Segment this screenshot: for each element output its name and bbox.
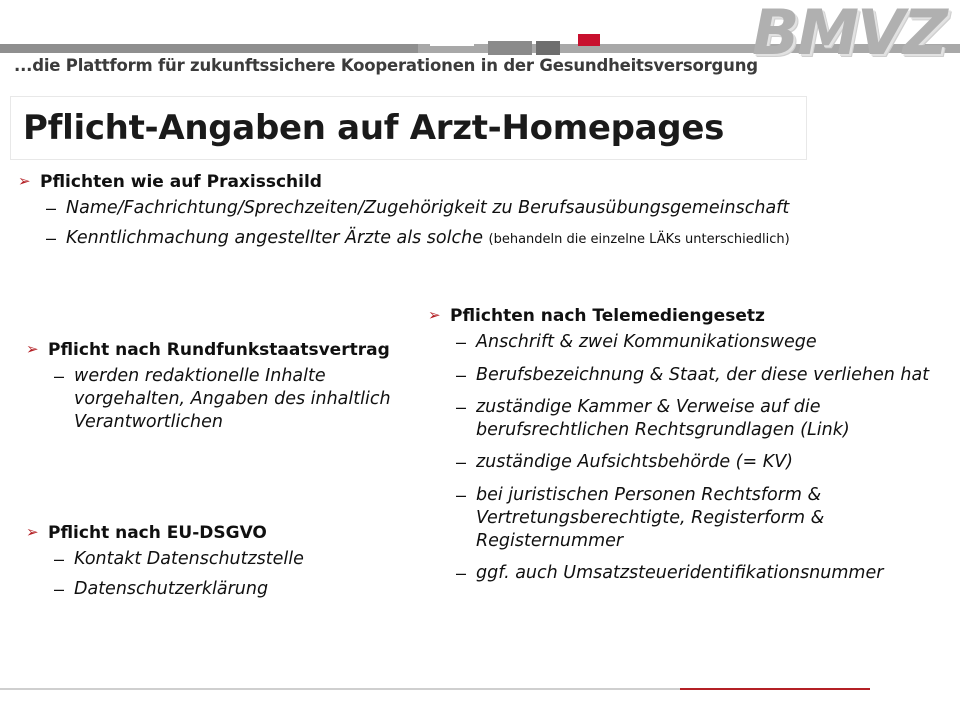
list-item-label: Datenschutzerklärung xyxy=(74,578,269,599)
dash-bullet-icon: – xyxy=(46,198,57,219)
dash-bullet-icon: – xyxy=(46,227,57,248)
dash-bullet-icon: – xyxy=(456,397,467,418)
header-tagline: ...die Plattform für zukunftssichere Kooperationen in der Gesundheitsversorgung xyxy=(14,56,758,75)
list-item xyxy=(54,365,426,434)
list-item-label: bei juristischen Personen Rechtsform & Vertretungsberechtigte, Registerform & Registernummer xyxy=(476,484,825,551)
dash-bullet-icon: – xyxy=(456,364,467,385)
dash-bullet-icon: – xyxy=(54,549,65,570)
list-item xyxy=(456,364,948,387)
heading-label: Pflicht nach EU-DSGVO xyxy=(48,523,267,543)
arrow-bullet-icon: ➢ xyxy=(26,341,39,358)
section-telemediengesetz xyxy=(428,306,948,594)
dash-bullet-icon: – xyxy=(456,562,467,583)
section-heading-rundfunkstaatsvertrag xyxy=(26,340,426,361)
header-tick-dark-grey xyxy=(536,41,560,55)
list-item xyxy=(54,578,426,601)
list-item-label: Name/Fachrichtung/Sprechzeiten/Zugehörigkeit zu Berufsausübungsgemeinschaft xyxy=(66,198,790,219)
list-item-label xyxy=(66,227,790,250)
list-item-note: (behandeln die einzelne LÄKs unterschiedlich) xyxy=(488,231,790,247)
heading-label: Pflichten nach Telemediengesetz xyxy=(450,306,765,326)
header-tick-white xyxy=(430,34,474,46)
section-rundfunkstaatsvertrag xyxy=(26,340,426,441)
section-eu-dsgvo xyxy=(26,523,426,607)
section-heading-telemediengesetz xyxy=(428,306,948,327)
list-item-label: Berufsbezeichnung & Staat, der diese verliehen hat xyxy=(476,364,930,385)
list-item xyxy=(456,451,948,474)
list-item xyxy=(456,562,948,585)
footer-divider-accent xyxy=(680,688,870,690)
list-item-label: zuständige Kammer & Verweise auf die berufsrechtlichen Rechtsgrundlagen (Link) xyxy=(476,397,850,441)
list-item xyxy=(54,548,426,571)
header-rule-left xyxy=(0,44,418,53)
bmvz-logo: BMVZ xyxy=(752,0,946,69)
list-item xyxy=(456,331,948,354)
dash-bullet-icon: – xyxy=(456,452,467,473)
list-item xyxy=(46,227,938,250)
header-tick-red xyxy=(578,34,600,46)
heading-label: Pflicht nach Rundfunkstaatsvertrag xyxy=(48,340,390,360)
list-item-label: Kontakt Datenschutzstelle xyxy=(74,549,304,570)
dash-bullet-icon: – xyxy=(456,484,467,505)
section-heading-eu-dsgvo xyxy=(26,523,426,544)
slide-title-box xyxy=(10,96,807,160)
dash-bullet-icon: – xyxy=(54,578,65,599)
list-item-text: Kenntlichmachung angestellter Ärzte als solche xyxy=(66,227,489,248)
list-item-label: ggf. auch Umsatzsteueridentifikationsnummer xyxy=(476,562,884,583)
list-item xyxy=(46,197,938,220)
arrow-bullet-icon: ➢ xyxy=(18,173,31,190)
dash-bullet-icon: – xyxy=(456,332,467,353)
heading-label: Pflichten wie auf Praxisschild xyxy=(40,172,322,192)
page-title: Pflicht-Angaben auf Arzt-Homepages xyxy=(23,108,725,148)
list-item xyxy=(456,484,948,553)
arrow-bullet-icon: ➢ xyxy=(428,307,441,324)
list-item-label: werden redaktionelle Inhalte vorgehalten, Angaben des inhaltlich Verantwortlichen xyxy=(74,366,391,433)
slide-header xyxy=(0,0,960,92)
dash-bullet-icon: – xyxy=(54,366,65,387)
section-praxisschild xyxy=(18,172,938,256)
list-item-label: zuständige Aufsichtsbehörde (= KV) xyxy=(476,452,794,473)
list-item-label: Anschrift & zwei Kommunikationswege xyxy=(476,332,817,353)
list-item xyxy=(456,396,948,442)
arrow-bullet-icon: ➢ xyxy=(26,524,39,541)
section-heading-praxisschild xyxy=(18,172,938,193)
header-tick-grey xyxy=(488,41,532,55)
